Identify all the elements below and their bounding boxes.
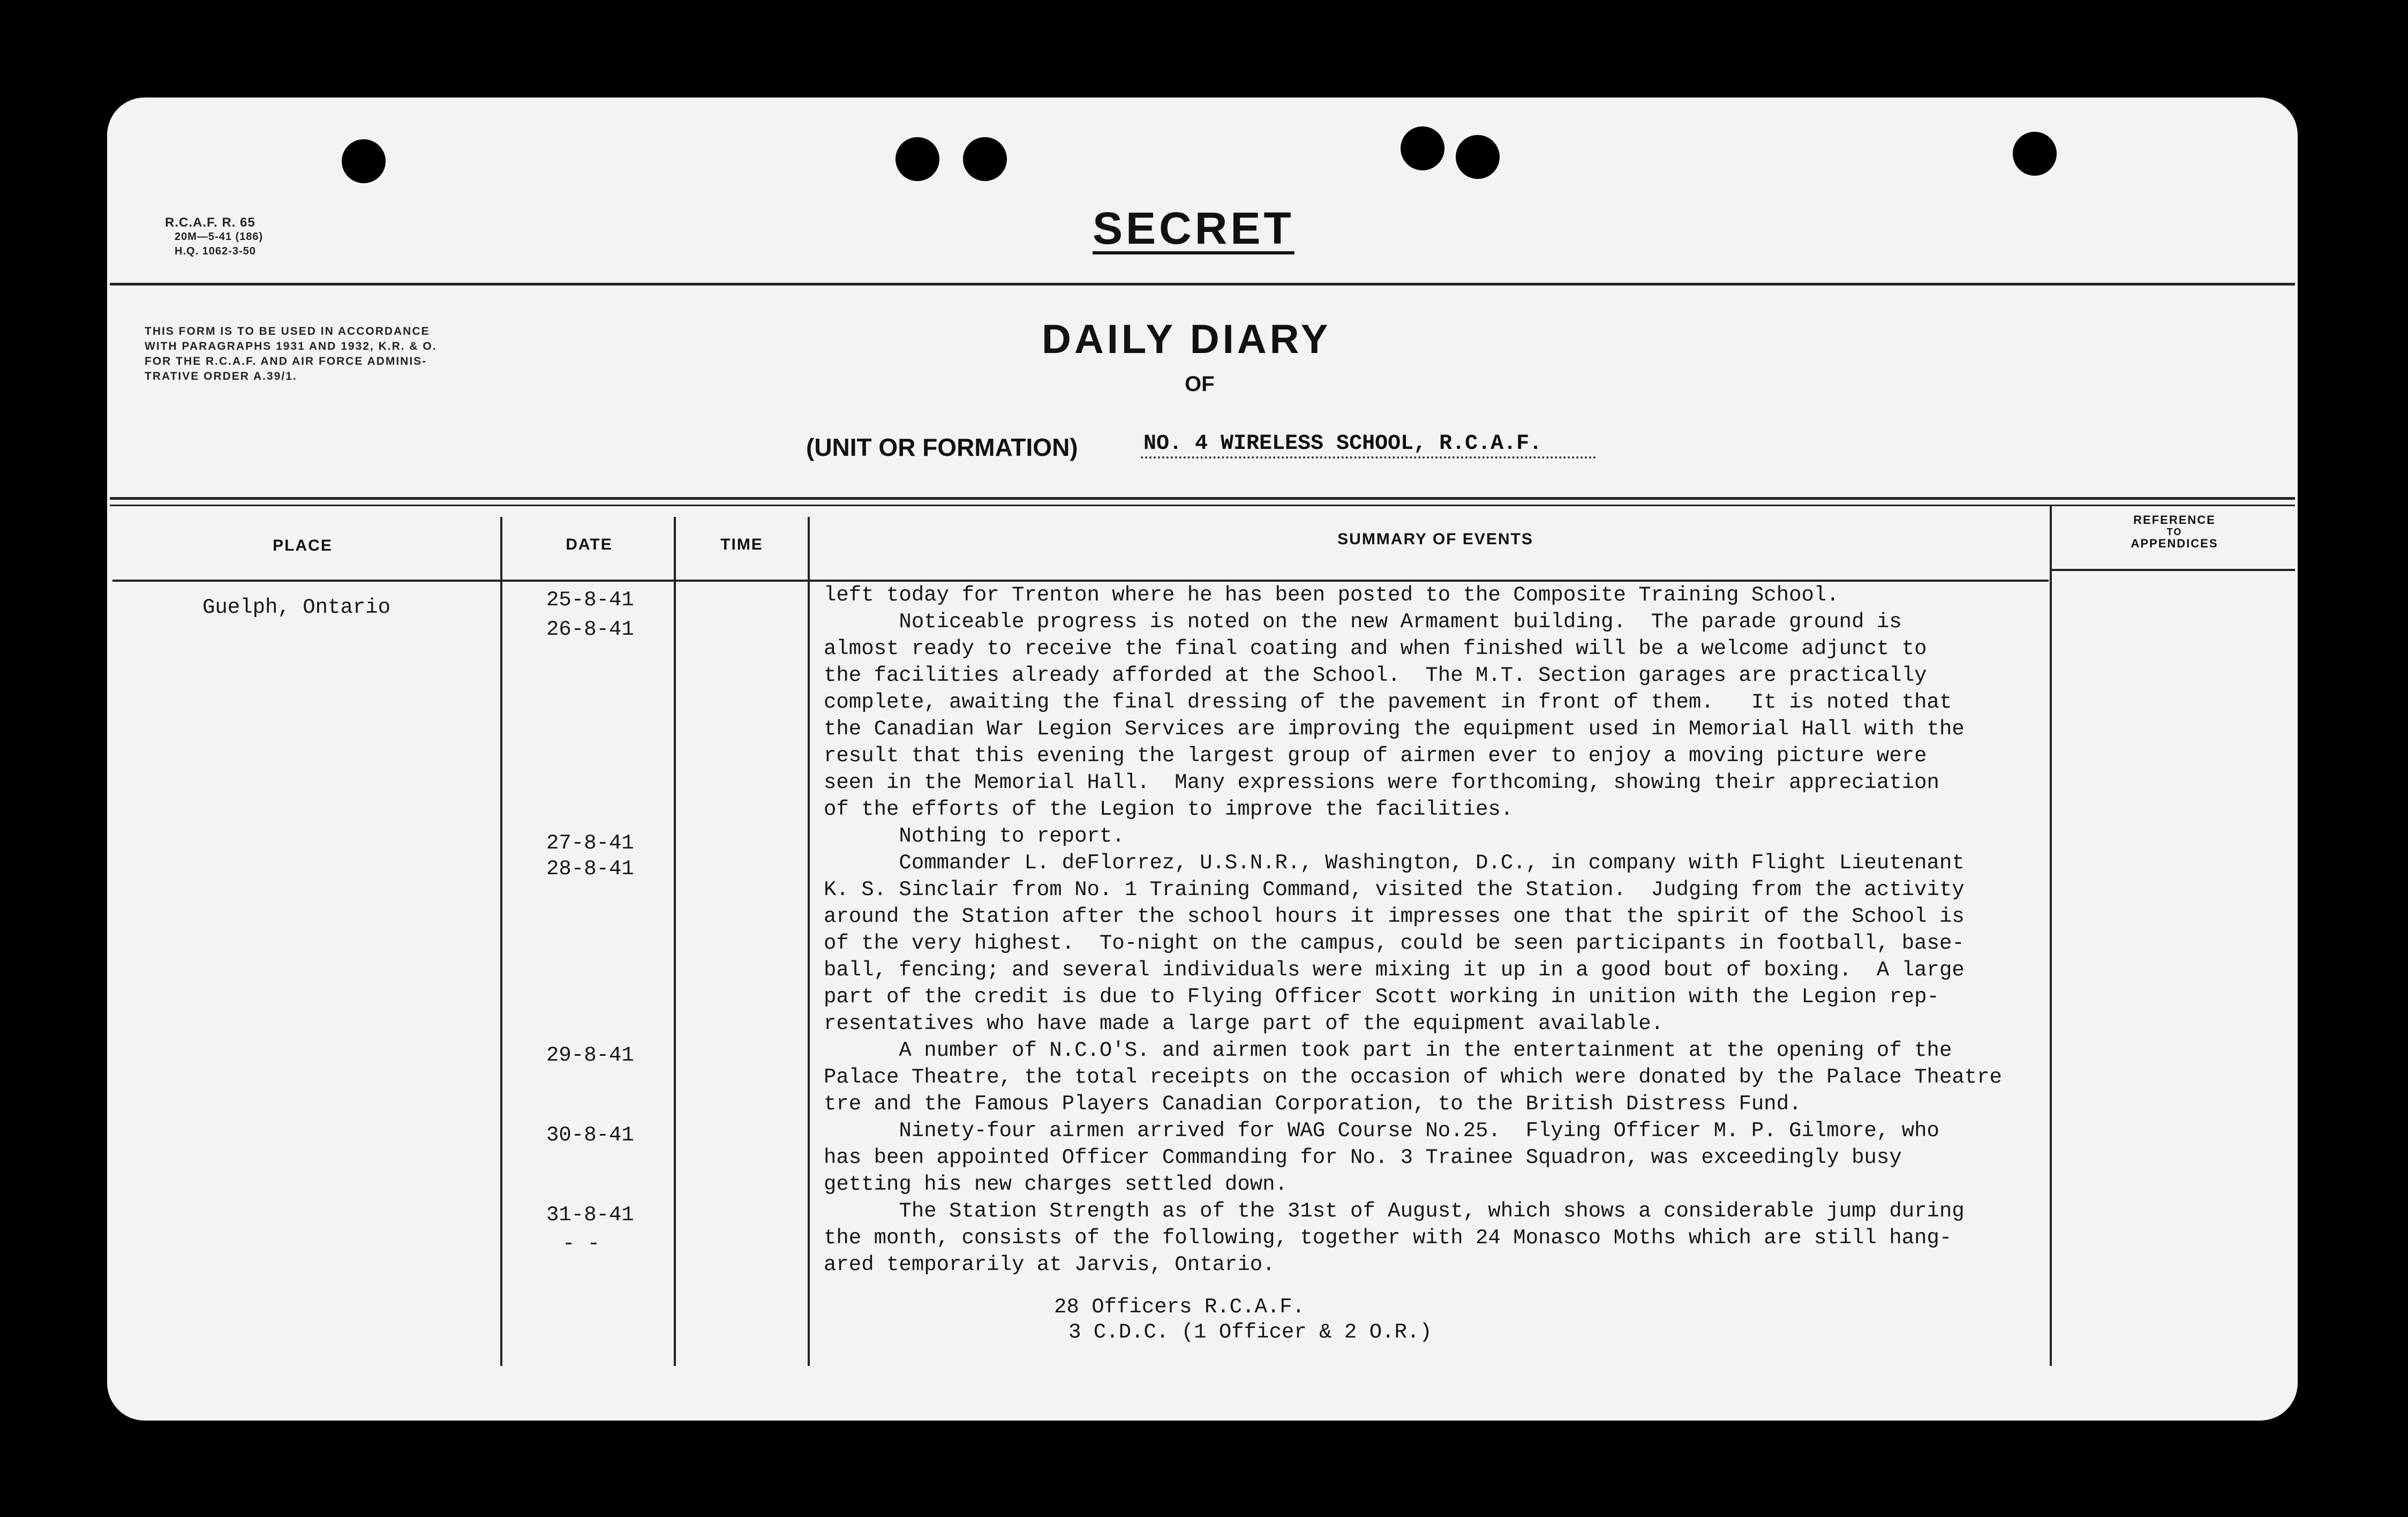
event-line: the facilities already afforded at the School. The M.T. Section garages are practically: [824, 664, 1927, 687]
reference-line: TO: [2166, 527, 2183, 537]
event-line: tre and the Famous Players Canadian Corporation, to the British Distress Fund.: [824, 1092, 1802, 1116]
page-title: DAILY DIARY: [1042, 317, 1331, 362]
instruction-line: WITH PARAGRAPHS 1931 AND 1932, K.R. & O.: [145, 340, 437, 352]
column-divider: [500, 517, 502, 1366]
reference-line: APPENDICES: [2131, 537, 2218, 550]
column-header-summary: SUMMARY OF EVENTS: [1337, 530, 1533, 548]
event-line: Ninety-four airmen arrived for WAG Course No.25. Flying Officer M. P. Gilmore, who: [824, 1119, 1939, 1143]
header-rule: [110, 497, 2295, 500]
header-rule: [110, 283, 2295, 286]
form-code-line: R.C.A.F. R. 65: [165, 215, 255, 230]
unit-underline: [1141, 456, 1596, 459]
form-instructions: [145, 324, 437, 384]
date-entry: 26-8-41: [546, 618, 634, 641]
event-line: The Station Strength as of the 31st of August, which shows a considerable jump during: [824, 1199, 1965, 1223]
date-entry: 28-8-41: [546, 857, 634, 881]
column-header-time: TIME: [720, 536, 763, 553]
event-line: around the Station after the school hours it impresses one that the spirit of the School is: [824, 905, 1965, 928]
instruction-line: TRATIVE ORDER A.39/1.: [145, 370, 297, 382]
instruction-line: FOR THE R.C.A.F. AND AIR FORCE ADMINIS-: [145, 355, 427, 367]
event-line: of the very highest. To-night on the campus, could be seen participants in football, base-: [824, 932, 1965, 955]
date-entry: 27-8-41: [546, 831, 634, 855]
event-line: getting his new charges settled down.: [824, 1173, 1288, 1196]
date-dash: - -: [562, 1232, 600, 1256]
unit-label: (UNIT OR FORMATION): [806, 433, 1078, 461]
event-line: Noticeable progress is noted on the new Armament building. The parade ground is: [824, 610, 1902, 634]
punch-hole: [963, 137, 1007, 181]
event-line: ared temporarily at Jarvis, Ontario.: [824, 1253, 1275, 1276]
place-value: Guelph, Ontario: [202, 596, 391, 619]
event-line: complete, awaiting the final dressing of the pavement in front of them. It is noted that: [824, 690, 1952, 714]
strength-line: 28 Officers R.C.A.F.: [1054, 1295, 1305, 1319]
event-line: the month, consists of the following, together with 24 Monasco Moths which are still hang-: [824, 1226, 1952, 1250]
strength-line: 3 C.D.C. (1 Officer & 2 O.R.): [1068, 1320, 1432, 1344]
event-line: left today for Trenton where he has been posted to the Composite Training School.: [824, 583, 1839, 607]
event-line: of the efforts of the Legion to improve the facilities.: [824, 798, 1514, 821]
event-line: seen in the Memorial Hall. Many expressions were forthcoming, showing their appreciation: [824, 771, 1939, 794]
column-header-date: DATE: [566, 536, 613, 553]
of-label: OF: [1185, 372, 1215, 396]
event-line: the Canadian War Legion Services are improving the equipment used in Memorial Hall with the: [824, 717, 1965, 741]
punch-hole: [342, 139, 386, 183]
column-head-rule: [2051, 569, 2295, 571]
event-line: K. S. Sinclair from No. 1 Training Command, visited the Station. Judging from the activity: [824, 878, 1965, 902]
date-entry: 31-8-41: [546, 1203, 634, 1227]
date-entry: 25-8-41: [546, 588, 634, 612]
event-line: ball, fencing; and several individuals were mixing it up in a good bout of boxing. A large: [824, 958, 1965, 982]
column-divider: [808, 517, 810, 1366]
date-entry: 30-8-41: [546, 1123, 634, 1147]
instruction-line: THIS FORM IS TO BE USED IN ACCORDANCE: [145, 325, 430, 337]
event-line: has been appointed Officer Commanding for No. 3 Trainee Squadron, was exceedingly busy: [824, 1146, 1902, 1169]
form-code: [165, 215, 263, 259]
form-code-line: H.Q. 1062-3-50: [175, 245, 256, 257]
column-header-place: PLACE: [273, 537, 333, 554]
event-line: Commander L. deFlorrez, U.S.N.R., Washington, D.C., in company with Flight Lieutenant: [824, 851, 1965, 875]
date-entry: 29-8-41: [546, 1043, 634, 1067]
reference-line: REFERENCE: [2133, 513, 2216, 527]
punch-hole: [1401, 126, 1444, 170]
event-line: Nothing to report.: [824, 824, 1125, 848]
event-line: result that this evening the largest group of airmen ever to enjoy a moving picture were: [824, 744, 1927, 768]
form-code-line: 20M—5-41 (186): [175, 231, 264, 243]
event-line: A number of N.C.O'S. and airmen took part in the entertainment at the opening of the: [824, 1039, 1952, 1062]
column-header-reference: [2089, 514, 2260, 550]
event-line: resentatives who have made a large part of the equipment available.: [824, 1012, 1664, 1035]
column-head-rule: [112, 580, 2049, 582]
event-line: Palace Theatre, the total receipts on the occasion of which were donated by the Palace Theatre: [824, 1065, 2002, 1089]
punch-hole: [896, 137, 939, 181]
event-line: part of the credit is due to Flying Officer Scott working in unition with the Legion rep-: [824, 985, 1939, 1009]
event-line: almost ready to receive the final coating and when finished will be a welcome adjunct to: [824, 637, 1927, 660]
unit-value: NO. 4 WIRELESS SCHOOL, R.C.A.F.: [1143, 432, 1542, 456]
column-divider: [2050, 506, 2052, 1366]
punch-hole: [2013, 132, 2057, 176]
header-rule: [110, 505, 2295, 506]
column-divider: [674, 517, 676, 1366]
classification-heading: SECRET: [1093, 203, 1295, 253]
punch-hole: [1456, 135, 1500, 179]
